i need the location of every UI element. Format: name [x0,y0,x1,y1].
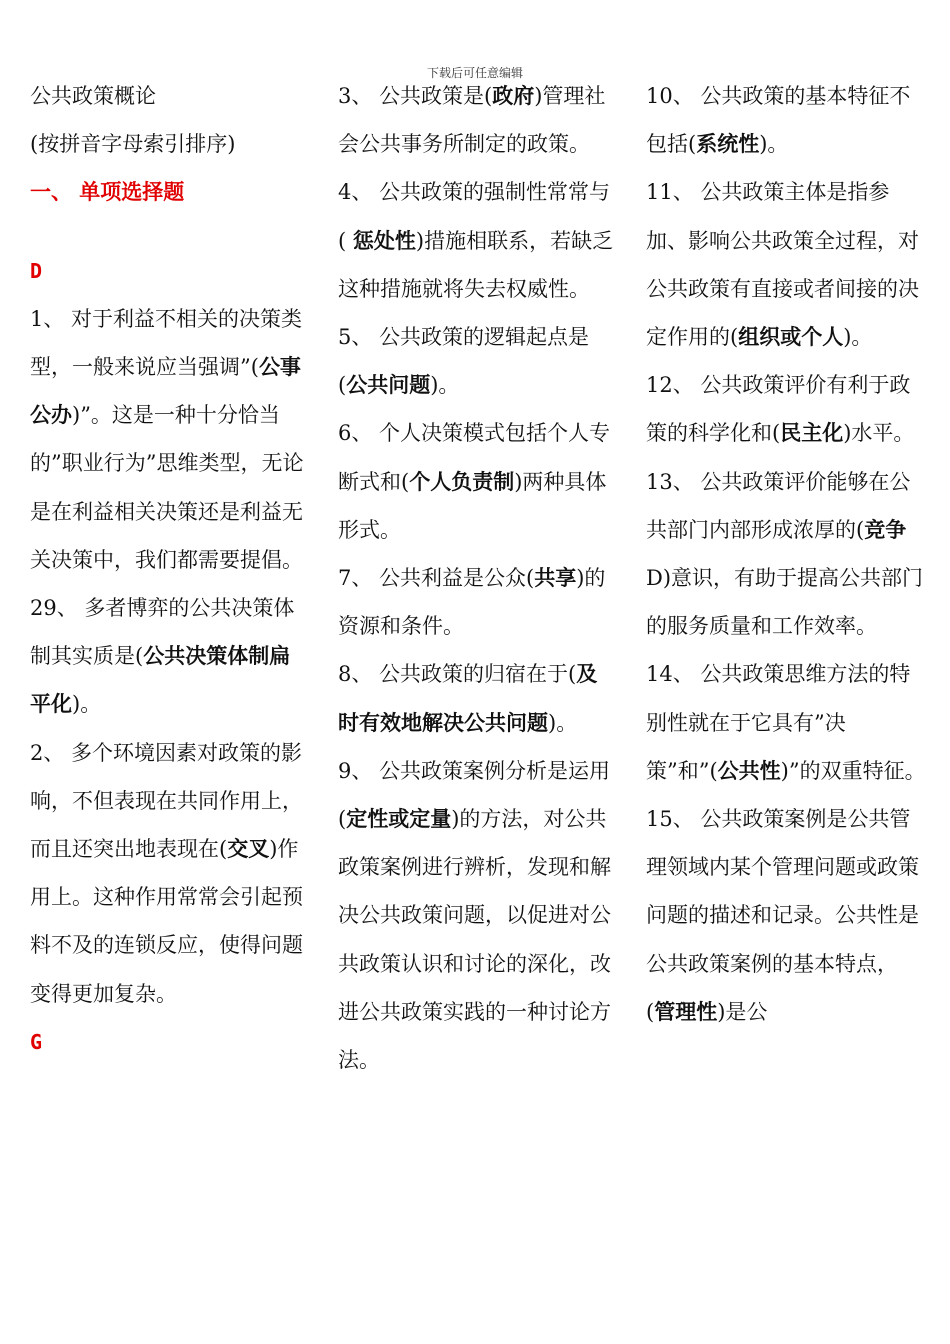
question-7: 7、 公共利益是公众(共享)的资源和条件。 [338,566,606,639]
question-11: 11、 公共政策主体是指参加、影响公共政策全过程，对公共政策有直接或者间接的决定作用的(组织或个人)。 [646,180,919,350]
answer: 及时有效地解决公共问题 [338,662,598,735]
question-10: 10、 公共政策的基本特征不包括(系统性)。 [646,84,911,157]
question-12: 12、 公共政策评价有利于政策的科学化和(民主化)水平。 [646,373,915,446]
question-8: 8、 公共政策的归宿在于(及时有效地解决公共问题)。 [338,662,598,735]
question-15: 15、 公共政策案例是公共管理领域内某个管理问题或政策问题的描述和记录。公共性是公共政策案例的基本特点，(管理性)是公 [646,807,919,1024]
question-9: 9、 公共政策案例分析是运用(定性或定量)的方法，对公共政策案例进行辨析，发现和解决公共政策问题，以促进对公共政策认识和讨论的深化，改进公共政策实践的一种讨论方法。 [338,758,611,1073]
index-letter-g: G [30,1029,43,1054]
answer: 惩处性 [352,228,416,253]
answer: 共享 [534,566,577,591]
question-6: 6、 个人决策模式包括个人专断式和(个人负责制)两种具体形式。 [338,421,611,542]
answer: 管理性 [654,999,718,1024]
answer: 竞争 [864,517,907,542]
answer: 交叉 [227,837,270,862]
column-2 [338,72,618,1084]
index-letter-d: D [30,258,43,283]
answer: 定性或定量 [346,807,452,832]
question-29: 29、 多者博弈的公共决策体制其实质是(公共决策体制扁平化)。 [30,596,295,717]
answer: 系统性 [696,132,760,157]
answer: 个人负责制 [409,469,515,494]
question-1: 1、 对于利益不相关的决策类型，一般来说应当强调”(公事公办)”。这是一种十分恰当的”职业行为”思维类型，无论是在利益相关决策还是利益无关决策中，我们都需要提倡。 [30,306,304,572]
doc-title: 公共政策概论 [30,84,156,108]
page-header-note: 下载后可任意编辑 [426,66,523,80]
answer: 组织或个人 [738,325,844,350]
doc-subtitle: (按拼音字母索引排序) [30,132,236,157]
question-5: 5、 公共政策的逻辑起点是(公共问题)。 [338,325,590,398]
answer: 公共问题 [346,373,431,398]
column-1 [30,72,305,1066]
answer: 公事公办 [30,355,301,428]
question-2: 2、 多个环境因素对政策的影响，不但表现在共同作用上，而且还突出地表现在(交叉)作用上。这种作用常常会引起预料不及的连锁反应，使得问题变得更加复杂。 [30,740,303,1006]
question-13: 13、 公共政策评价能够在公共部门内部形成浓厚的(竞争D)意识，有助于提高公共部门的服务质量和工作效率。 [646,469,924,639]
answer: 公共决策体制扁平化 [30,644,291,717]
answer: 公共性 [717,758,781,783]
question-4: 4、 公共政策的强制性常常与( 惩处性)措施相联系，若缺乏这种措施就将失去权威性。 [338,180,614,301]
answer: 政府 [492,84,535,108]
question-3: 3、 公共政策是(政府)管理社会公共事务所制定的政策。 [338,84,606,157]
answer: 民主化 [780,421,844,446]
column-3 [646,72,926,1036]
section-heading: 一、 单项选择题 [30,180,185,205]
question-14: 14、 公共政策思维方法的特别性就在于它具有”决策”和”(公共性)”的双重特征。 [646,662,926,783]
